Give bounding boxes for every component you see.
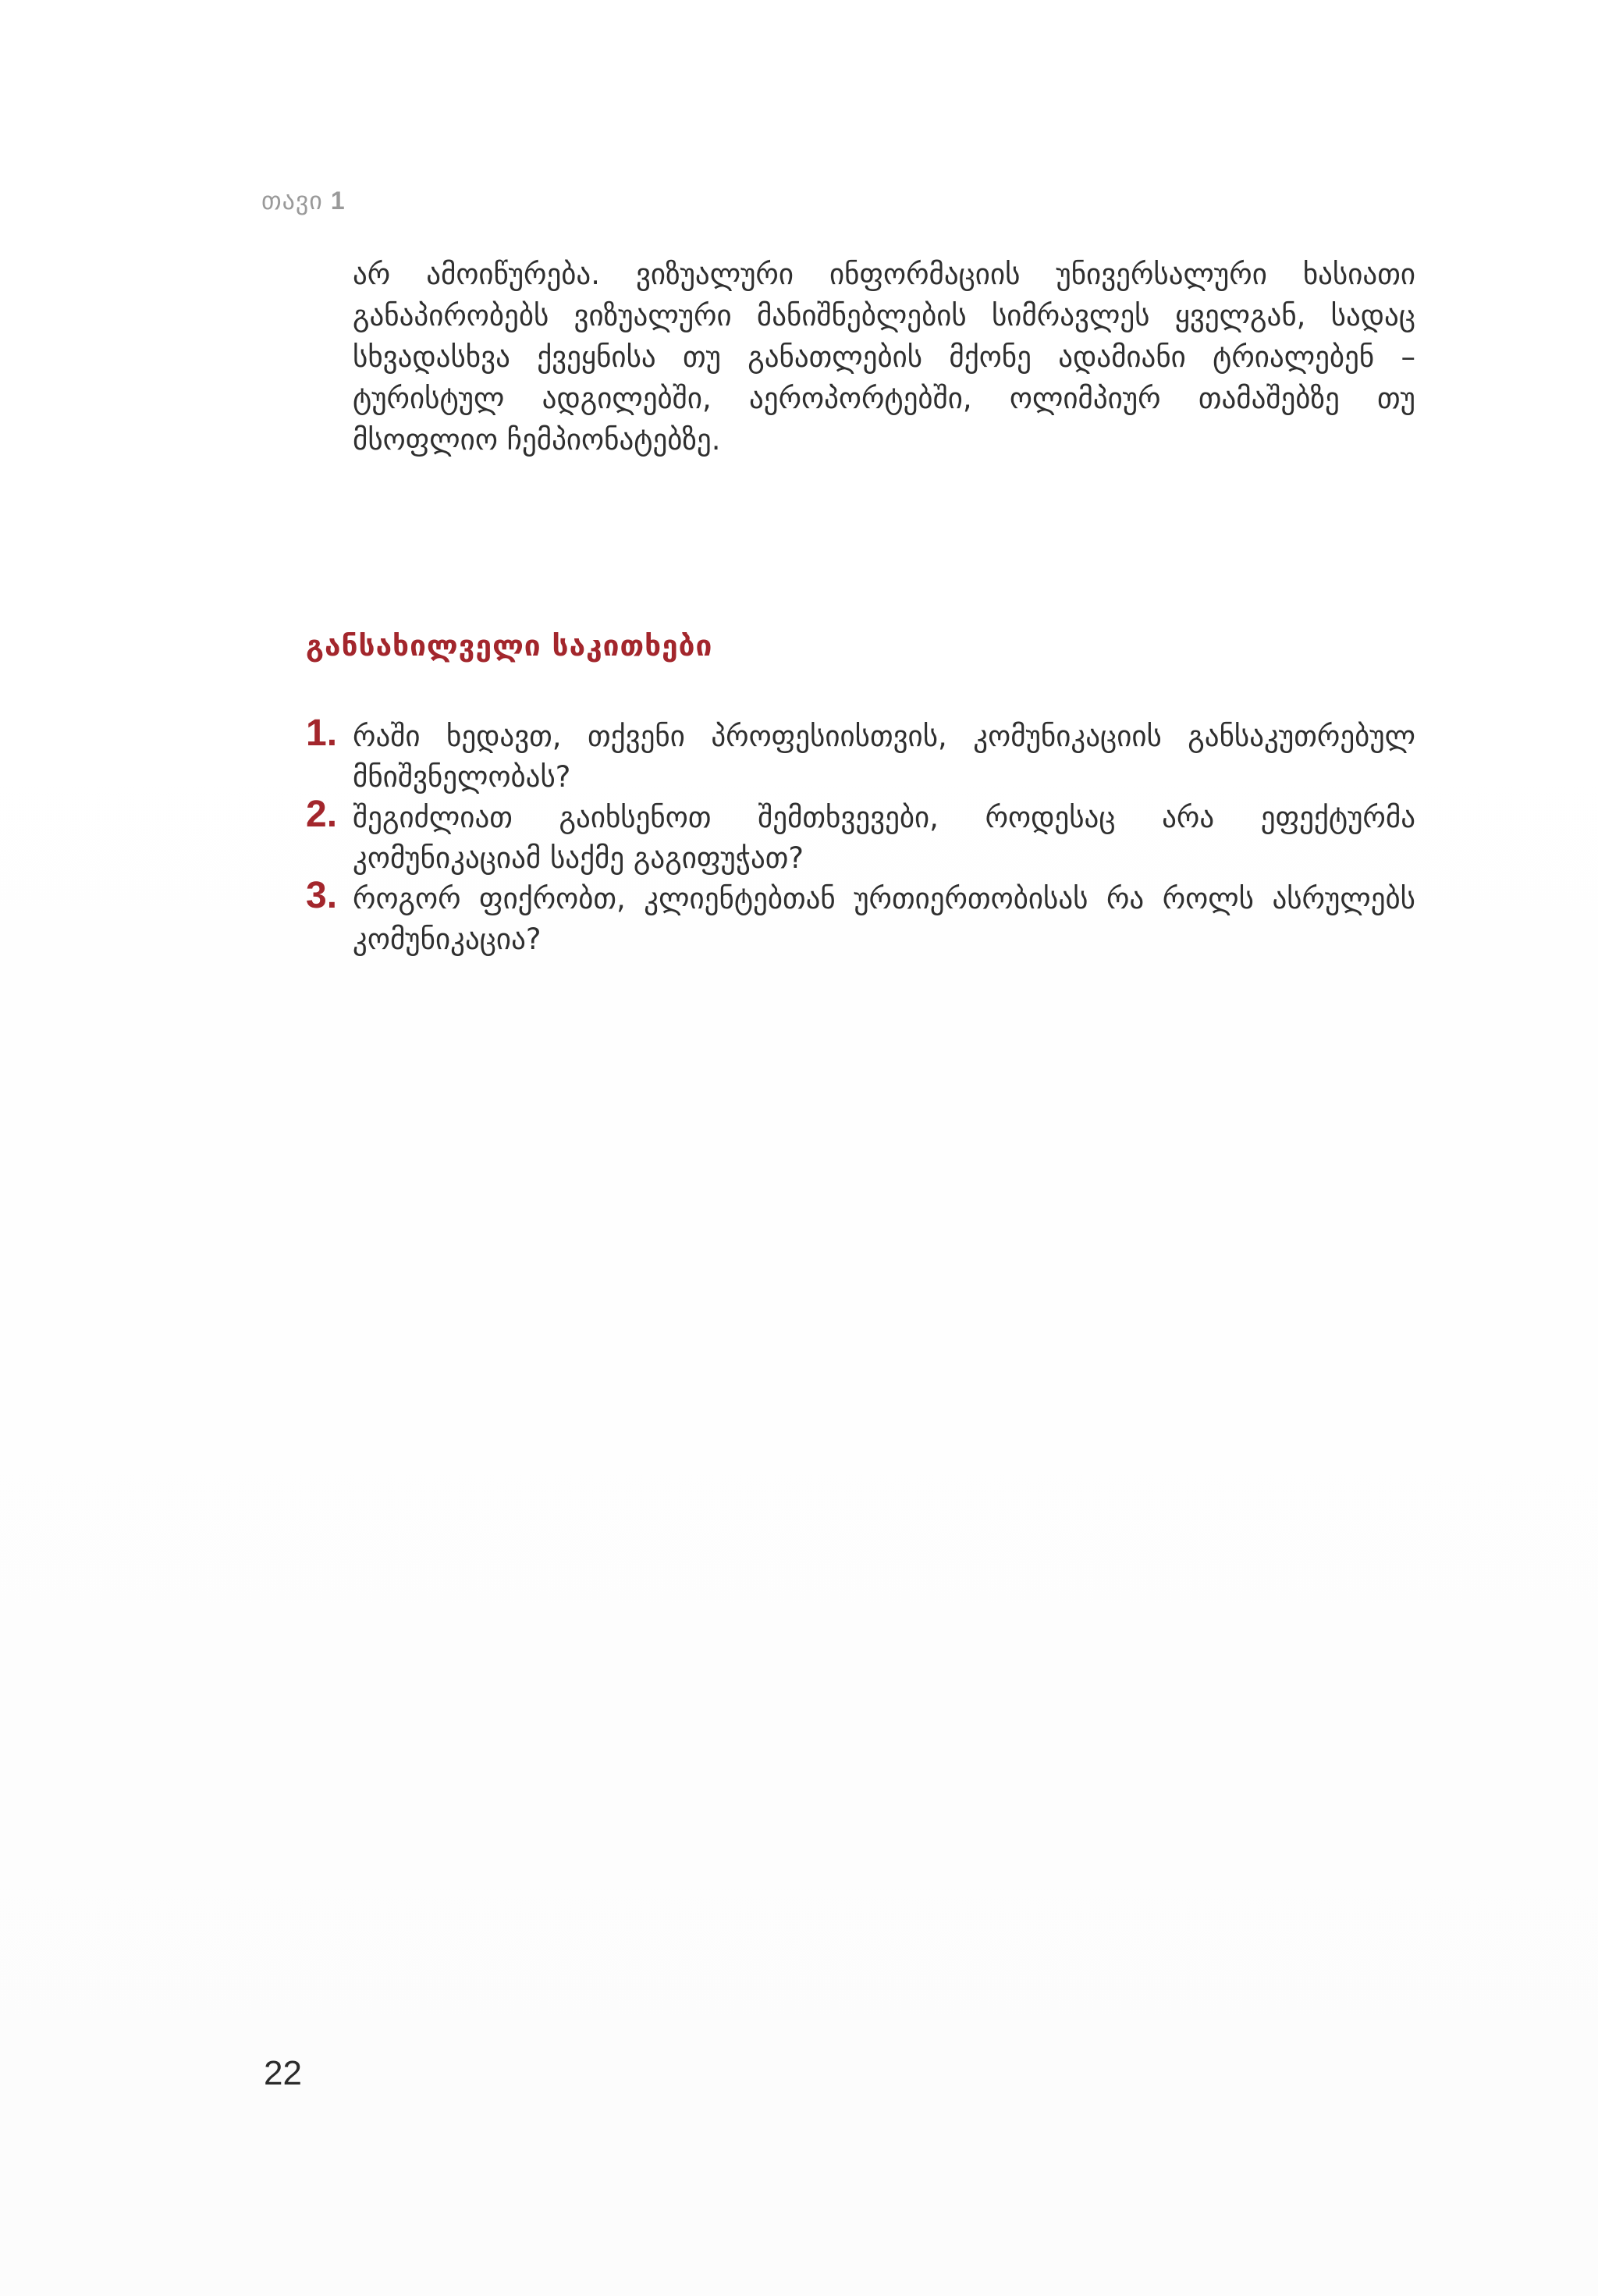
question-item bbox=[306, 794, 1415, 879]
running-head bbox=[261, 186, 346, 215]
question-number: 1. bbox=[306, 713, 338, 754]
question-item bbox=[306, 713, 1415, 798]
body-paragraph: არ ამოიწურება. ვიზუალური ინფორმაციის უნივერსალური ხასიათი განაპირობებს ვიზუალური მანიშნებლების სიმრავლეს ყველგან, სადაც სხვადასხვა ქვეყნისა თუ განათლების მქონე ადამიანი ტრიალებენ – ტურისტულ ადგილებში, აეროპორტებში, ოლიმპიურ თამაშებზე თუ მსოფლიო ჩემპიონატებზე. bbox=[353, 258, 1415, 457]
question-number: 2. bbox=[306, 794, 338, 835]
question-text: შეგიძლიათ გაიხსენოთ შემთხვევები, როდესაც არა ეფექტურმა კომუნიკაციამ საქმე გაგიფუჭათ? bbox=[353, 801, 1415, 875]
chapter-label: თავი bbox=[261, 186, 323, 215]
question-text: როგორ ფიქრობთ, კლიენტებთან ურთიერთობისას რა როლს ასრულებს კომუნიკაცია? bbox=[353, 882, 1415, 956]
question-number: 3. bbox=[306, 875, 338, 916]
chapter-number: 1 bbox=[330, 187, 346, 215]
body-paragraph-block bbox=[353, 254, 1415, 460]
question-text: რაში ხედავთ, თქვენი პროფესიისთვის, კომუნიკაციის განსაკუთრებულ მნიშვნელობას? bbox=[353, 720, 1415, 794]
question-item bbox=[306, 875, 1415, 960]
section-title: განსახილველი საკითხები bbox=[306, 629, 713, 663]
page-number: 22 bbox=[264, 2054, 302, 2092]
question-list bbox=[306, 713, 1415, 960]
